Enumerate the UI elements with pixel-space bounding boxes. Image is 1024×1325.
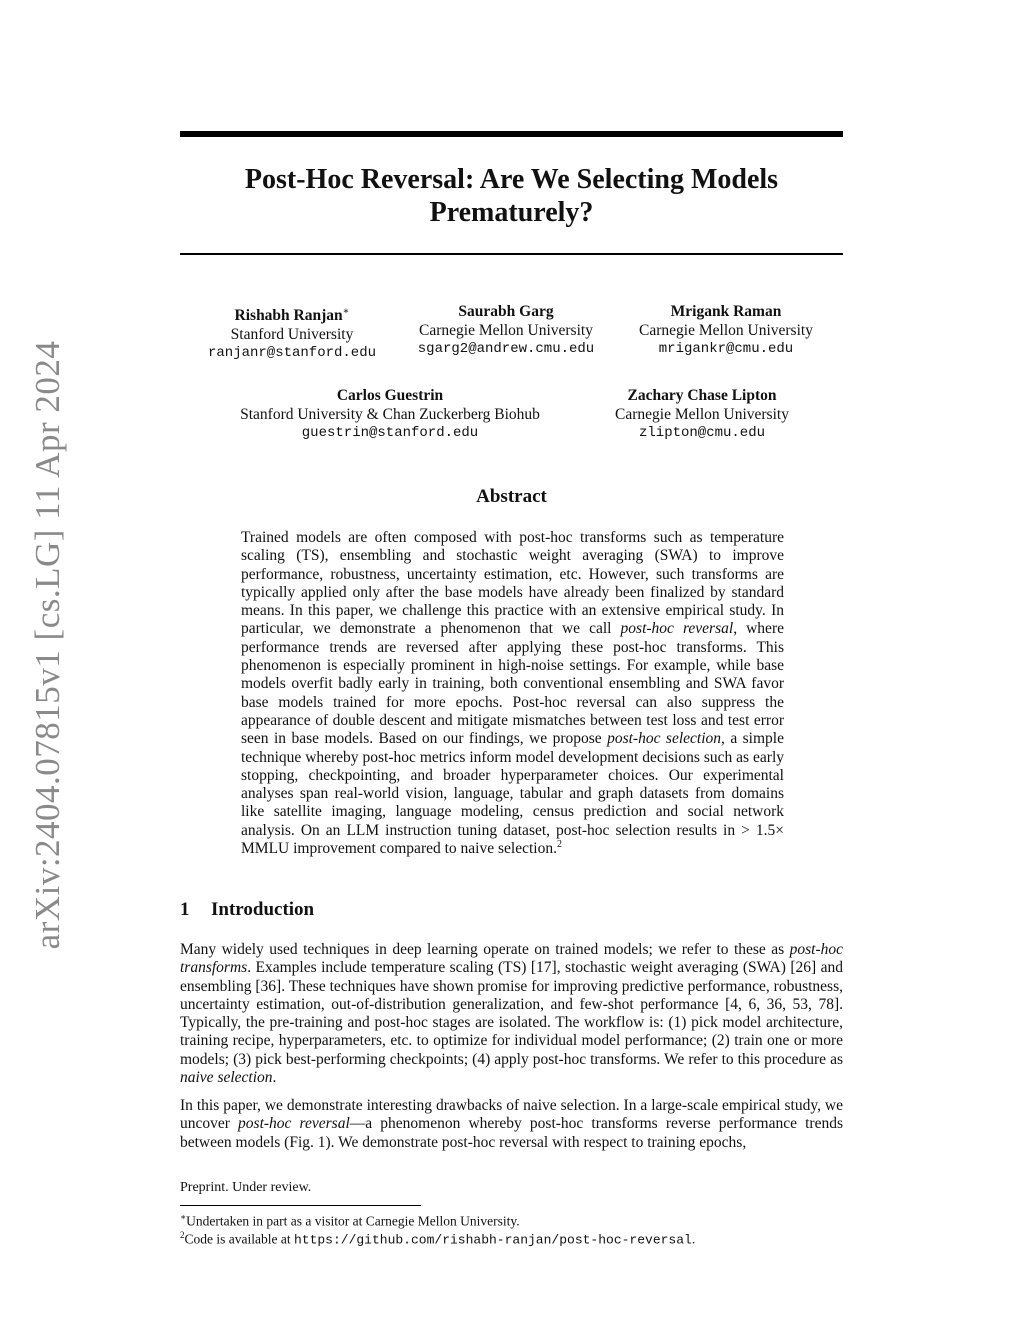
author-block	[406, 302, 606, 359]
author-email[interactable]: mrigankr@cmu.edu	[658, 341, 794, 357]
paragraph-text: .	[272, 1069, 277, 1087]
abstract-emphasis: post-hoc reversal	[620, 620, 734, 638]
footnote-reference[interactable]: 2	[556, 838, 562, 850]
author-block	[202, 302, 382, 363]
abstract-body	[241, 529, 784, 858]
paper-title: Post-Hoc Reversal: Are We Selecting Models Prematurely?	[244, 164, 779, 228]
author-name: Mrigank Raman	[670, 303, 782, 320]
author-affiliation: Carnegie Mellon University	[615, 406, 789, 423]
abstract-text: Trained models are often composed with post-hoc transforms such as temperature scaling (TS), ensembling and stochastic weight averaging (SWA) to improve performance, robustness, uncertainty estimation, etc. However, such transforms are typically applied only after the base models have already been finalized by standard means. In this paper, we challenge this practice with an extensive empirical study. In particular, we demonstrate a phenomenon that we call	[241, 529, 784, 638]
author-affiliation: Stanford University & Chan Zuckerberg Biohub	[240, 406, 540, 423]
author-affiliation: Carnegie Mellon University	[419, 322, 593, 339]
author-name: Saurabh Garg	[458, 303, 554, 320]
intro-paragraph	[180, 941, 843, 1087]
author-affiliation: Carnegie Mellon University	[639, 322, 813, 339]
paragraph-text: —a phenomenon whereby post-hoc transforms reverse performance trends between models (Fig. 1). We demonstrate post-hoc reversal with respect to training epochs,	[180, 1115, 843, 1151]
title-top-rule	[180, 131, 843, 137]
author-email[interactable]: guestrin@stanford.edu	[301, 425, 479, 441]
intro-paragraph	[180, 1097, 843, 1152]
paragraph-text: Many widely used techniques in deep learning operate on trained models; we refer to these as	[180, 941, 790, 958]
author-name: Zachary Chase Lipton	[627, 387, 777, 404]
author-email[interactable]: ranjanr@stanford.edu	[207, 345, 377, 362]
author-affiliation: Stanford University	[230, 326, 354, 344]
author-name: Carlos Guestrin	[336, 387, 444, 404]
author-block	[626, 302, 826, 359]
abstract-emphasis: post-hoc selection	[607, 730, 722, 748]
paragraph-text: In this paper, we demonstrate interesting drawbacks of naive selection. In a large-scale empirical study, we uncover	[180, 1097, 843, 1133]
section-number: 1	[180, 899, 190, 920]
section-title: Introduction	[211, 899, 315, 920]
author-footnote-marker: ∗	[342, 306, 350, 317]
author-block	[220, 386, 560, 443]
author-email[interactable]: sgarg2@andrew.cmu.edu	[417, 341, 595, 357]
footnote-text: Undertaken in part as a visitor at Carnegie Mellon University.	[186, 1213, 520, 1229]
paragraph-text: . Examples include temperature scaling (TS) [17], stochastic weight averaging (SWA) [26] and ensembling [36]. These techniques have shown promise for improving predictive performance, robustness, uncertainty estimation, out-of-distribution generalization, and few-shot performance [4, 6, 36, 53, 78]. Typically, the pre-training and post-hoc stages are isolated. The workflow is: (1) pick model architecture, training recipe, hyperparameters, etc. to optimize for individual model performance; (2) train one or more models; (3) pick best-performing checkpoints; (4) apply post-hoc transforms. We refer to this procedure as	[180, 959, 843, 1068]
author-name: Rishabh Ranjan	[234, 307, 343, 325]
abstract-text: , a simple technique whereby post-hoc metrics inform model development decisions such as early stopping, checkpointing, and broader hyperparameter choices. Our experimental analyses span real-world vision, language, tabular and graph datasets from domains like satellite imaging, language modeling, census prediction and social network analysis. On an LLM instruction tuning dataset, post-hoc selection results in > 1.5× MMLU improvement compared to naive selection.	[241, 730, 784, 858]
footnote-text: Code is available at	[184, 1231, 294, 1247]
preprint-note: Preprint. Under review.	[180, 1180, 312, 1195]
arxiv-identifier: arXiv:2404.07815v1 [cs.LG] 11 Apr 2024	[28, 340, 67, 950]
author-block	[600, 386, 804, 443]
title-bottom-rule	[180, 253, 843, 255]
footnote-marker: 2	[180, 1230, 185, 1240]
section-heading	[180, 899, 314, 921]
abstract-heading: Abstract	[476, 486, 547, 507]
paragraph-emphasis: post-hoc transforms	[180, 941, 843, 977]
footnote-text: .	[691, 1231, 696, 1247]
footnote	[180, 1227, 843, 1249]
paragraph-emphasis: post-hoc reversal	[238, 1115, 350, 1133]
code-link[interactable]: https://github.com/rishabh-ranjan/post-hoc-reversal	[293, 1232, 692, 1248]
author-email[interactable]: zlipton@cmu.edu	[638, 425, 766, 441]
abstract-text: , where performance trends are reversed after applying these post-hoc transforms. This phenomenon is especially prominent in high-noise settings. For example, while base models overfit badly early in training, both conventional ensembling and SWA favor base models trained for more epochs. Post-hoc reversal can also suppress the appearance of double descent and mitigate mismatches between test loss and test error seen in base models. Based on our findings, we propose	[241, 620, 784, 748]
paragraph-emphasis: naive selection	[180, 1069, 273, 1087]
footnote-rule	[180, 1205, 421, 1206]
footnote-marker: ∗	[180, 1212, 187, 1222]
